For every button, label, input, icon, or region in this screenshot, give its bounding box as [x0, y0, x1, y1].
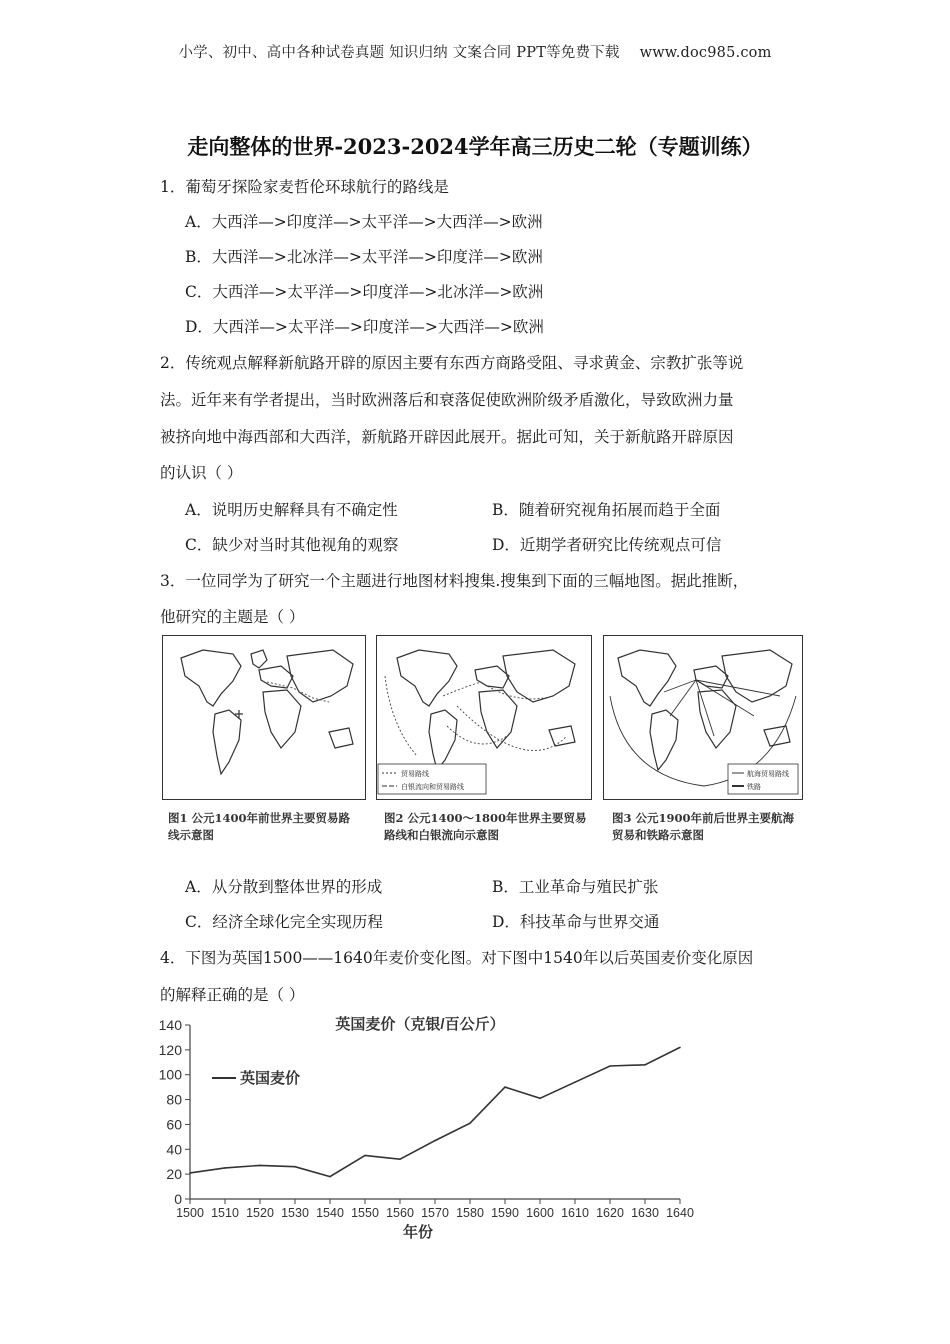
map-figures	[160, 635, 805, 850]
data-point	[679, 1047, 681, 1049]
wheat-price-chart	[150, 1005, 710, 1250]
map-1	[162, 635, 366, 800]
map-3-caption-line: 贸易和铁路示意图	[612, 828, 704, 842]
header-text: 小学、初中、高中各种试卷真题 知识归纳 文案合同 PPT等免费下载	[178, 45, 620, 61]
x-tick-label: 1500	[176, 1206, 204, 1220]
header-site: www.doc985.com	[639, 45, 772, 61]
q2-option-d[interactable]: D．近期学者研究比传统观点可信	[492, 536, 722, 554]
world-map-1	[163, 636, 364, 798]
x-tick-label: 1630	[631, 1206, 659, 1220]
chart-x-axis-label: 年份	[402, 1224, 434, 1241]
y-tick-label: 140	[158, 1017, 182, 1033]
data-point	[469, 1122, 471, 1124]
wheat-price-chart-svg	[150, 1005, 710, 1250]
y-tick-label: 100	[158, 1066, 182, 1083]
q2-option-a[interactable]: A．说明历史解释具有不确定性	[185, 501, 398, 519]
chart-title: 英国麦价（克银/百公斤）	[335, 1016, 505, 1033]
y-tick-label: 40	[166, 1141, 182, 1158]
map-3-legend-item: 铁路	[747, 783, 761, 791]
map-3-caption-line: 图3 公元1900年前后世界主要航海	[612, 811, 795, 825]
x-tick-label: 1580	[456, 1206, 484, 1220]
q1-stem: 1．葡萄牙探险家麦哲伦环球航行的路线是	[160, 178, 449, 196]
world-map-3	[604, 636, 801, 798]
map-2-legend	[378, 764, 486, 794]
y-tick-label: 80	[166, 1091, 182, 1108]
y-tick-label: 20	[166, 1166, 182, 1183]
chart-legend-label: 英国麦价	[240, 1070, 301, 1087]
q1-option-c[interactable]: C．大西洋—>太平洋—>印度洋—>北冰洋—>欧洲	[185, 283, 544, 301]
data-point	[434, 1140, 436, 1142]
x-tick-label: 1620	[596, 1206, 624, 1220]
data-point	[609, 1065, 611, 1067]
q2-stem-line: 2．传统观点解释新航路开辟的原因主要有东西方商路受阻、寻求黄金、宗教扩张等说	[160, 354, 744, 372]
map-2-caption-line: 图2 公元1400～1800年世界主要贸易	[384, 811, 587, 825]
map-2-legend-item: 白银流向和贸易路线	[401, 783, 464, 791]
map-1-caption-line: 图1 公元1400年前世界主要贸易路	[168, 811, 351, 825]
q2-stem-line: 被挤向地中海西部和大西洋，新航路开辟因此展开。据此可知，关于新航路开辟原因	[160, 428, 734, 446]
q1-option-b[interactable]: B．大西洋—>北冰洋—>太平洋—>印度洋—>欧洲	[185, 248, 543, 266]
q3-option-d[interactable]: D．科技革命与世界交通	[492, 913, 660, 931]
x-tick-label: 1570	[421, 1206, 449, 1220]
page-header	[0, 41, 950, 62]
map-3	[603, 635, 803, 800]
map-2-legend-item: 贸易路线	[401, 770, 429, 778]
document-title: 走向整体的世界-2023-2024学年高三历史二轮（专题训练）	[187, 134, 763, 159]
data-point	[644, 1064, 646, 1066]
data-point	[364, 1155, 366, 1157]
map-3-legend	[728, 764, 798, 794]
world-map-2	[377, 636, 590, 798]
series-line	[190, 1047, 680, 1176]
q2-stem-line: 法。近年来有学者提出，当时欧洲落后和衰落促使欧洲阶级矛盾激化，导致欧洲力量	[160, 391, 734, 409]
q2-option-c[interactable]: C．缺少对当时其他视角的观察	[185, 536, 399, 554]
data-point	[539, 1098, 541, 1100]
x-tick-label: 1640	[666, 1206, 694, 1220]
q1-option-d[interactable]: D．大西洋—>太平洋—>印度洋—>大西洋—>欧洲	[185, 318, 544, 336]
x-tick-label: 1510	[211, 1206, 239, 1220]
map-3-caption	[612, 810, 794, 844]
data-point	[189, 1172, 191, 1174]
x-tick-label: 1560	[386, 1206, 414, 1220]
q3-stem-line: 3．一位同学为了研究一个主题进行地图材料搜集.搜集到下面的三幅地图。据此推断，	[160, 572, 749, 590]
data-point	[399, 1158, 401, 1160]
x-tick-label: 1600	[526, 1206, 554, 1220]
x-tick-label: 1540	[316, 1206, 344, 1220]
q3-option-a[interactable]: A．从分散到整体世界的形成	[185, 878, 383, 896]
map-1-caption-line: 线示意图	[168, 828, 214, 842]
q1-option-a[interactable]: A．大西洋—>印度洋—>太平洋—>大西洋—>欧洲	[185, 213, 543, 231]
map-2-caption	[384, 810, 587, 844]
map-2-caption-line: 路线和白银流向示意图	[384, 828, 499, 842]
data-point	[259, 1165, 261, 1167]
x-tick-label: 1590	[491, 1206, 519, 1220]
q3-option-b[interactable]: B．工业革命与殖民扩张	[492, 878, 659, 896]
q3-option-c[interactable]: C．经济全球化完全实现历程	[185, 913, 383, 931]
data-point	[329, 1176, 331, 1178]
q2-stem-line: 的认识（ ）	[160, 464, 243, 482]
x-tick-label: 1610	[561, 1206, 589, 1220]
x-tick-label: 1550	[351, 1206, 379, 1220]
map-1-caption	[168, 810, 350, 844]
data-point	[504, 1086, 506, 1088]
map-2	[376, 635, 592, 800]
data-point	[294, 1166, 296, 1168]
data-point	[224, 1167, 226, 1169]
data-point	[574, 1081, 576, 1083]
y-tick-label: 60	[166, 1116, 182, 1133]
q4-stem-line: 4．下图为英国1500——1640年麦价变化图。对下图中1540年以后英国麦价变化原因	[160, 949, 754, 967]
map-3-legend-item: 航海贸易路线	[747, 770, 789, 778]
q2-option-b[interactable]: B．随着研究视角拓展而趋于全面	[492, 501, 721, 519]
y-tick-label: 0	[174, 1191, 182, 1207]
q3-stem-line: 他研究的主题是（ ）	[160, 608, 305, 626]
y-tick-label: 120	[158, 1041, 182, 1058]
q4-stem-line: 的解释正确的是（ ）	[160, 986, 305, 1004]
x-tick-label: 1520	[246, 1206, 274, 1220]
x-tick-label: 1530	[281, 1206, 309, 1220]
